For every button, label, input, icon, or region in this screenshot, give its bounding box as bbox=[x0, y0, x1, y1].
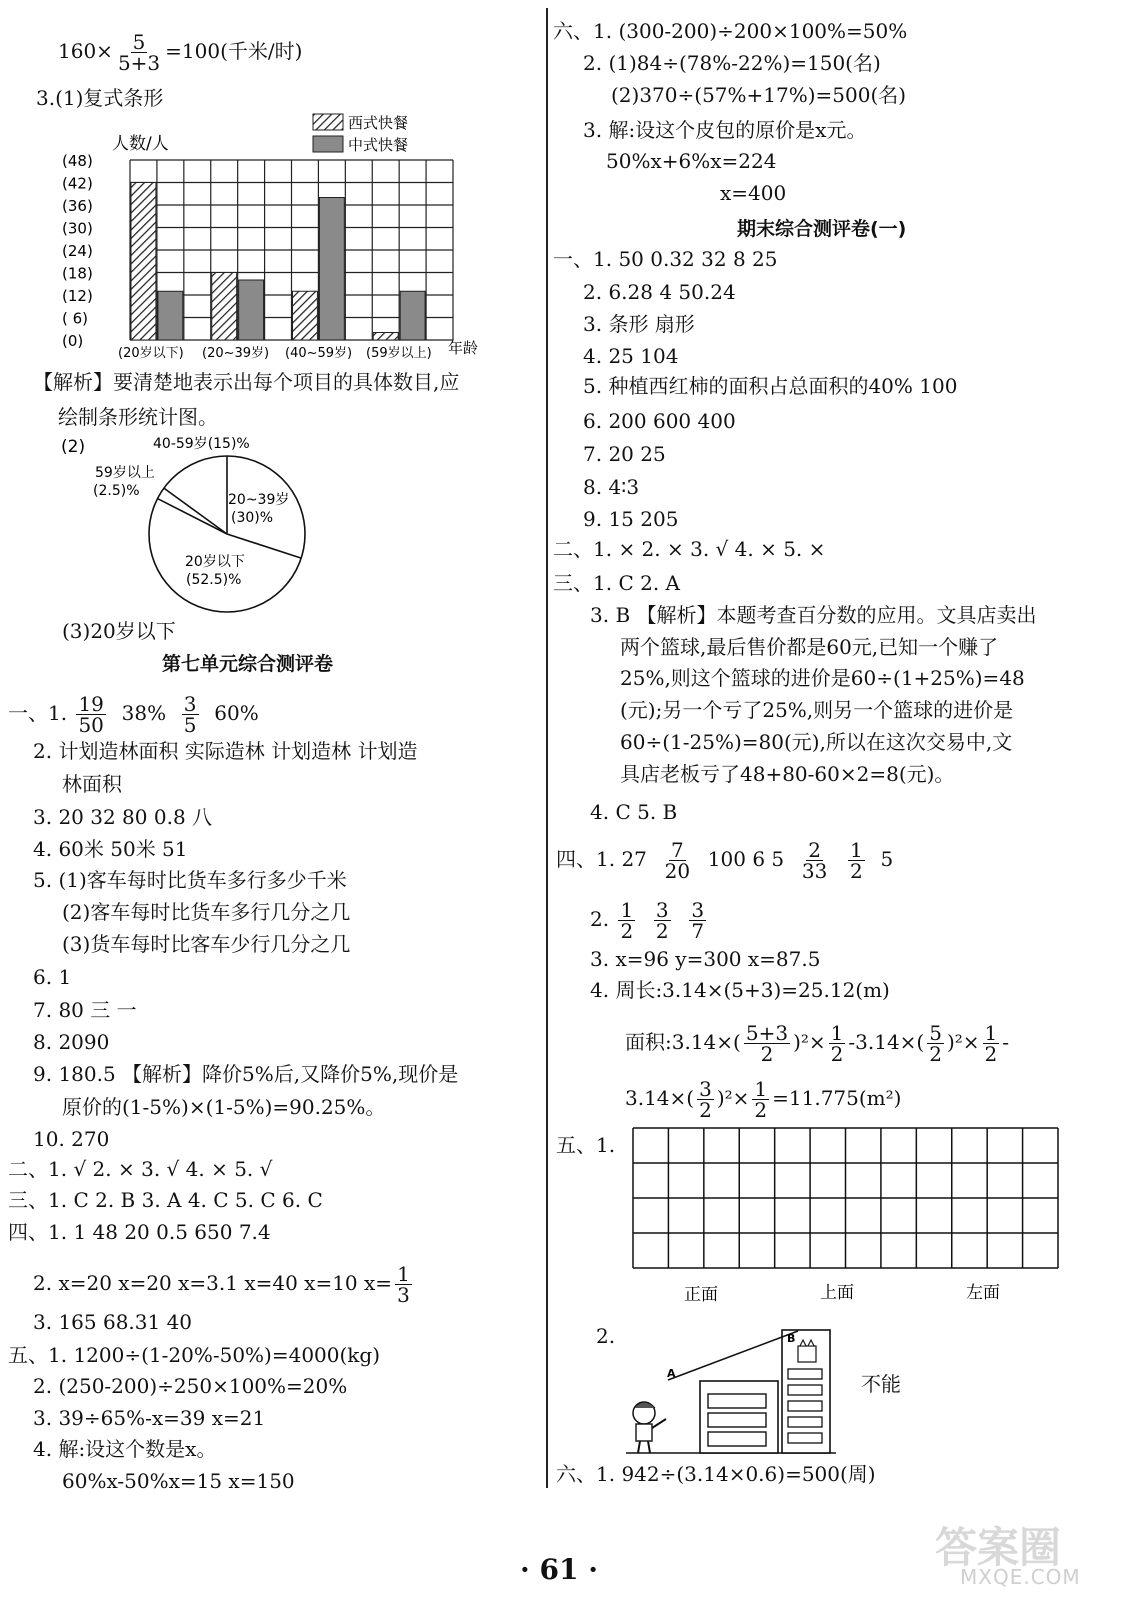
y-tick-label: (30) bbox=[62, 219, 93, 238]
answer-line: 50%x+6%x=224 bbox=[606, 149, 777, 173]
bar-1-2 bbox=[319, 198, 344, 341]
answer-line: (2)客车每时比货车多行几分之几 bbox=[62, 900, 351, 924]
answer-line: 3. 20 32 80 0.8 八 bbox=[33, 805, 213, 829]
pie-label-59plus-pct: (2.5)% bbox=[93, 483, 140, 499]
answer-line: 四、1. 27 $\frac{7}{20}$ 100 6 5 $\frac{2}{33}$ $\frac{1}{2}$ 5 bbox=[556, 838, 894, 883]
answer-line: 六、1. 942÷(3.14×0.6)=500(周) bbox=[556, 1462, 876, 1486]
answer-line: 面积:3.14×( $\frac{5+3}{2}$ )²× $\frac{1}{2}$ -3.14×( $\frac{5}{2}$ )²× $\frac{1}{2}$ - bbox=[625, 1021, 1010, 1066]
answer-line: 五、1. 1200÷(1-20%-50%)=4000(kg) bbox=[8, 1343, 381, 1367]
answer-line: 三、1. C 2. A bbox=[553, 571, 680, 595]
analysis-line: 【解析】要清楚地表示出每个项目的具体数目,应 bbox=[33, 370, 460, 394]
answer-line: 10. 270 bbox=[33, 1127, 110, 1151]
bar-0-3 bbox=[373, 333, 398, 341]
pie-chart bbox=[55, 427, 325, 627]
answer-line: 2. x=20 x=20 x=3.1 x=40 x=10 x= $\frac{1}{3}$ bbox=[33, 1262, 410, 1307]
bar-chart bbox=[40, 108, 500, 360]
answer-line: 60%x-50%x=15 x=150 bbox=[62, 1469, 295, 1493]
pie-part-label: (2) bbox=[61, 437, 86, 457]
y-axis-label: 人数/人 bbox=[112, 134, 169, 154]
answer-line: 4. 60米 50米 51 bbox=[33, 837, 188, 861]
answer-line: (2)370÷(57%+17%)=500(名) bbox=[611, 83, 907, 107]
answer-line: 6. 1 bbox=[33, 965, 72, 989]
y-tick-label: (0) bbox=[62, 332, 84, 350]
pie-label-40-59: 40-59岁(15)% bbox=[153, 436, 250, 452]
answer-line: 5. (1)客车每时比货车多行多少千米 bbox=[33, 868, 347, 892]
answer-line: 4. 周长:3.14×(5+3)=25.12(m) bbox=[590, 978, 890, 1002]
answer-line: 四、1. 1 48 20 0.5 650 7.4 bbox=[8, 1220, 271, 1244]
answer-line: 7. 80 三 一 bbox=[33, 998, 137, 1022]
answer-line: 2. (1)84÷(78%-22%)=150(名) bbox=[583, 51, 881, 75]
answer-line: (3)货车每时比客车少行几分之几 bbox=[62, 932, 351, 956]
legend-label-chinese: 中式快餐 bbox=[348, 136, 409, 154]
watermark-logo: 答案圈 bbox=[935, 1523, 1062, 1572]
pie-label-20-39-pct: (30)% bbox=[231, 510, 274, 526]
pie-label-under20-pct: (52.5)% bbox=[186, 572, 242, 588]
answer-line: 160× $\frac{5}{5+3}$ =100(千米/时) bbox=[58, 30, 303, 75]
answer-line: 25%,则这个篮球的进价是60÷(1+25%)=48 bbox=[620, 666, 1025, 690]
page-number: · 61 · bbox=[520, 1553, 598, 1586]
answer-line: 3. B 【解析】本题考查百分数的应用。文具店卖出 bbox=[590, 603, 1037, 627]
column-divider bbox=[546, 8, 548, 1488]
answer-line: 2. bbox=[596, 1324, 616, 1348]
answer-line: 不能 bbox=[861, 1372, 901, 1396]
y-tick-label: (12) bbox=[62, 287, 93, 305]
bar-0-1 bbox=[212, 273, 237, 341]
answer-line: 林面积 bbox=[62, 772, 122, 796]
answer-line: 9. 15 205 bbox=[583, 507, 679, 531]
x-tick-label: (20岁以下) bbox=[118, 346, 184, 360]
x-axis-label: 年龄 bbox=[448, 339, 479, 357]
x-tick-label: (40~59岁) bbox=[285, 346, 353, 360]
pie-label-under20-name: 20岁以下 bbox=[185, 554, 245, 570]
view-label-top: 上面 bbox=[820, 1283, 854, 1303]
answer-line: (元);另一个亏了25%,则另一个篮球的进价是 bbox=[620, 698, 1014, 722]
child-icon bbox=[633, 1402, 666, 1453]
answer-line: 4. C 5. B bbox=[590, 800, 678, 824]
answer-line: 8. 4∶3 bbox=[583, 475, 640, 499]
answer-line: 二、1. × 2. × 3. √ 4. × 5. × bbox=[553, 537, 826, 561]
answer-line: 六、1. (300-200)÷200×100%=50% bbox=[553, 19, 908, 43]
legend-swatch-west bbox=[313, 114, 343, 130]
legend-swatch-chinese bbox=[313, 136, 343, 152]
bar-0-0 bbox=[131, 183, 156, 341]
answer-line: 2. 6.28 4 50.24 bbox=[583, 280, 736, 304]
section-title: 第七单元综合测评卷 bbox=[162, 653, 334, 675]
view-label-front: 正面 bbox=[684, 1285, 718, 1305]
answer-line: 3. 165 68.31 40 bbox=[33, 1310, 193, 1334]
answer-line: 6. 200 600 400 bbox=[583, 409, 736, 433]
answer-line: 4. 25 104 bbox=[583, 344, 679, 368]
answer-line: 2. (250-200)÷250×100%=20% bbox=[33, 1374, 348, 1398]
answer-line: 2. 计划造林面积 实际造林 计划造林 计划造 bbox=[33, 739, 418, 763]
answer-line: 具店老板亏了48+80-60×2=8(元)。 bbox=[620, 762, 955, 786]
answer-line: 7. 20 25 bbox=[583, 442, 666, 466]
answer-line: 原价的(1-5%)×(1-5%)=90.25%。 bbox=[62, 1095, 386, 1119]
bar-1-3 bbox=[400, 291, 425, 340]
bar-0-2 bbox=[293, 291, 318, 340]
pie-label-20-39-name: 20~39岁 bbox=[228, 492, 290, 508]
point-a-label: A bbox=[667, 1367, 676, 1380]
answer-line: 3.14×( $\frac{3}{2}$ )²× $\frac{1}{2}$ =11.775(m²) bbox=[625, 1077, 902, 1122]
answer-line: 5. 种植西红柿的面积占总面积的40% 100 bbox=[583, 374, 958, 398]
sightline-diagram bbox=[622, 1322, 842, 1462]
answer-line: 3. 条形 扇形 bbox=[583, 312, 695, 336]
answer-line: 4. 解:设这个数是x。 bbox=[33, 1437, 217, 1461]
answer-line: 五、1. bbox=[556, 1133, 616, 1157]
answer-line: 两个篮球,最后售价都是60元,已知一个赚了 bbox=[620, 635, 999, 659]
answer-line: 3. x=96 y=300 x=87.5 bbox=[590, 947, 821, 971]
answer-line: x=400 bbox=[720, 181, 787, 205]
y-tick-label: (36) bbox=[62, 197, 93, 215]
sight-line bbox=[668, 1331, 798, 1380]
views-grid bbox=[630, 1126, 1062, 1311]
x-tick-label: (20~39岁) bbox=[202, 346, 270, 360]
answer-line: 三、1. C 2. B 3. A 4. C 5. C 6. C bbox=[8, 1188, 323, 1212]
view-label-left: 左面 bbox=[966, 1283, 1000, 1303]
y-tick-label: ( 6) bbox=[62, 309, 89, 328]
analysis-line: 绘制条形统计图。 bbox=[58, 405, 218, 429]
bar-1-0 bbox=[158, 291, 183, 340]
bar-1-1 bbox=[239, 280, 264, 340]
y-tick-label: (48) bbox=[62, 152, 93, 170]
answer-line: 8. 2090 bbox=[33, 1030, 110, 1054]
y-tick-label: (24) bbox=[62, 242, 93, 260]
answer-line: 2. $\frac{1}{2}$ $\frac{3}{2}$ $\frac{3}{7}$ bbox=[590, 898, 705, 943]
y-tick-label: (42) bbox=[62, 174, 93, 193]
point-b-label: B bbox=[787, 1332, 796, 1345]
answer-line: 一、1. $\frac{19}{50}$ 38% $\frac{3}{5}$ 60% bbox=[8, 692, 259, 737]
answer-line: 3. 解:设这个皮包的原价是x元。 bbox=[583, 118, 867, 142]
section-title: 期末综合测评卷(一) bbox=[737, 218, 907, 240]
watermark-url: MXQE.COM bbox=[960, 1565, 1081, 1589]
answer-line: 一、1. 50 0.32 32 8 25 bbox=[553, 247, 778, 271]
answer-line: 二、1. √ 2. × 3. √ 4. × 5. √ bbox=[8, 1157, 273, 1181]
x-tick-label: (59岁以上) bbox=[366, 346, 432, 360]
answer-line: 3. 39÷65%-x=39 x=21 bbox=[33, 1406, 266, 1430]
answer-line: (3)20岁以下 bbox=[62, 619, 176, 643]
legend-label-west: 西式快餐 bbox=[348, 114, 409, 132]
pie-label-59plus-name: 59岁以上 bbox=[95, 465, 155, 481]
answer-line: 3.(1)复式条形 bbox=[36, 86, 164, 110]
y-tick-label: (18) bbox=[62, 264, 93, 283]
answer-line: 60÷(1-25%)=80(元),所以在这次交易中,文 bbox=[620, 730, 1013, 754]
answer-line: 9. 180.5 【解析】降价5%后,又降价5%,现价是 bbox=[33, 1062, 459, 1086]
